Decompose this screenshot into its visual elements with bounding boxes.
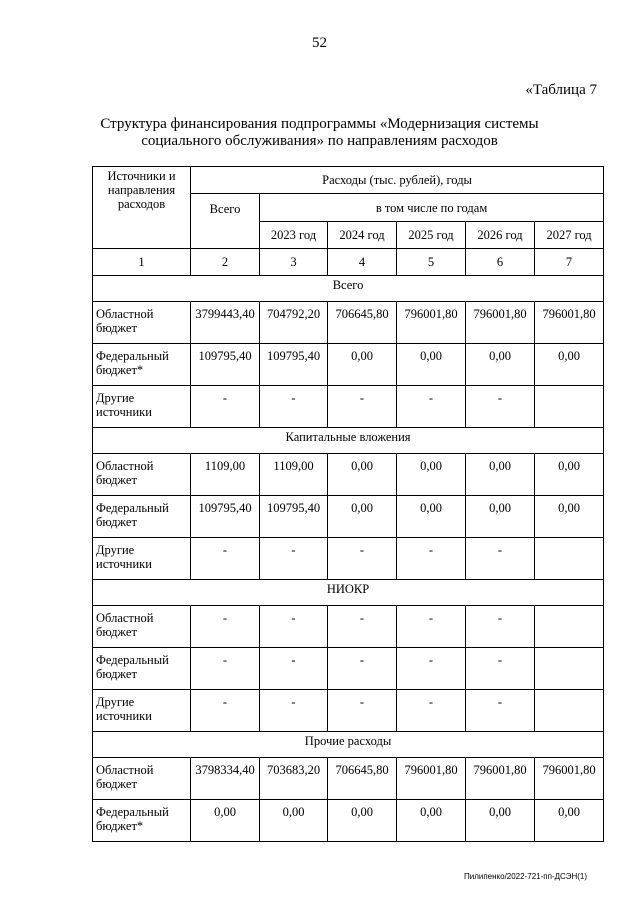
column-number: 6 <box>466 249 535 276</box>
header-year: 2023 год <box>260 222 328 249</box>
value-cell: - <box>191 648 260 690</box>
header-total: Всего <box>191 194 260 249</box>
document-footer: Пилипенко/2022-721-пп-ДСЭН(1) <box>463 872 587 881</box>
value-cell: - <box>466 386 535 428</box>
column-number: 4 <box>328 249 397 276</box>
value-cell: 109795,40 <box>191 344 260 386</box>
table-row <box>93 648 604 690</box>
value-cell: 703683,20 <box>260 758 328 800</box>
header-year: 2024 год <box>328 222 397 249</box>
value-cell: 0,00 <box>535 454 604 496</box>
value-cell: 109795,40 <box>260 344 328 386</box>
value-cell: - <box>328 386 397 428</box>
value-cell: - <box>397 648 466 690</box>
section-row <box>93 580 604 606</box>
section-title: Всего <box>93 276 604 302</box>
value-cell: 796001,80 <box>535 758 604 800</box>
value-cell: - <box>191 690 260 732</box>
table-header <box>93 167 604 276</box>
value-cell <box>535 690 604 732</box>
value-cell: - <box>260 386 328 428</box>
row-source: Федеральный бюджет* <box>93 344 191 386</box>
value-cell <box>535 538 604 580</box>
row-source: Федеральный бюджет <box>93 496 191 538</box>
row-source: Другие источники <box>93 386 191 428</box>
value-cell: - <box>397 386 466 428</box>
row-source: Областной бюджет <box>93 758 191 800</box>
table-row <box>93 496 604 538</box>
title-line-2: социального обслуживания» по направлениям расходов <box>141 133 498 149</box>
table-row <box>93 344 604 386</box>
column-number: 5 <box>397 249 466 276</box>
row-source: Другие источники <box>93 690 191 732</box>
value-cell: 796001,80 <box>466 302 535 344</box>
value-cell: 0,00 <box>397 344 466 386</box>
row-source: Федеральный бюджет <box>93 648 191 690</box>
value-cell: - <box>260 690 328 732</box>
value-cell: - <box>328 648 397 690</box>
header-by-years: в том числе по годам <box>260 194 604 222</box>
section-title: НИОКР <box>93 580 604 606</box>
table-row <box>93 302 604 344</box>
table-row <box>93 454 604 496</box>
header-year: 2026 год <box>466 222 535 249</box>
value-cell: - <box>466 648 535 690</box>
value-cell <box>535 606 604 648</box>
value-cell <box>535 648 604 690</box>
header-expenses: Расходы (тыс. рублей), годы <box>191 167 604 194</box>
value-cell: - <box>397 606 466 648</box>
title-line-1: Структура финансирования подпрограммы «Модернизация системы <box>100 116 539 132</box>
column-number: 1 <box>93 249 191 276</box>
value-cell: - <box>328 690 397 732</box>
value-cell: - <box>328 538 397 580</box>
value-cell: 0,00 <box>535 344 604 386</box>
value-cell: 0,00 <box>328 344 397 386</box>
value-cell: - <box>466 690 535 732</box>
header-year: 2027 год <box>535 222 604 249</box>
value-cell: 109795,40 <box>260 496 328 538</box>
row-source: Федеральный бюджет* <box>93 800 191 842</box>
value-cell: 0,00 <box>535 496 604 538</box>
value-cell: 0,00 <box>191 800 260 842</box>
document-title <box>0 116 639 150</box>
column-number: 2 <box>191 249 260 276</box>
value-cell: - <box>397 690 466 732</box>
value-cell: 0,00 <box>466 800 535 842</box>
section-row <box>93 428 604 454</box>
row-source: Областной бюджет <box>93 302 191 344</box>
value-cell: 0,00 <box>466 454 535 496</box>
table-row <box>93 690 604 732</box>
table-row <box>93 538 604 580</box>
financing-table <box>92 166 604 842</box>
section-title: Прочие расходы <box>93 732 604 758</box>
table-row <box>93 758 604 800</box>
value-cell: 0,00 <box>328 496 397 538</box>
value-cell: 0,00 <box>328 454 397 496</box>
header-sources: Источники и направления расходов <box>93 167 191 249</box>
section-title: Капитальные вложения <box>93 428 604 454</box>
value-cell: 0,00 <box>535 800 604 842</box>
section-row <box>93 732 604 758</box>
value-cell: 796001,80 <box>535 302 604 344</box>
value-cell: 796001,80 <box>397 758 466 800</box>
row-source: Областной бюджет <box>93 454 191 496</box>
table-body <box>93 276 604 842</box>
value-cell: - <box>466 538 535 580</box>
value-cell: 706645,80 <box>328 758 397 800</box>
header-year: 2025 год <box>397 222 466 249</box>
value-cell: - <box>260 538 328 580</box>
value-cell: 3799443,40 <box>191 302 260 344</box>
value-cell: 0,00 <box>328 800 397 842</box>
page-number: 52 <box>312 35 327 51</box>
value-cell: 0,00 <box>397 800 466 842</box>
value-cell: - <box>397 538 466 580</box>
section-row <box>93 276 604 302</box>
table-row <box>93 606 604 648</box>
value-cell: 704792,20 <box>260 302 328 344</box>
row-source: Другие источники <box>93 538 191 580</box>
value-cell: 796001,80 <box>466 758 535 800</box>
value-cell: - <box>191 606 260 648</box>
value-cell: - <box>328 606 397 648</box>
value-cell: 0,00 <box>397 496 466 538</box>
value-cell: 3798334,40 <box>191 758 260 800</box>
table-label: «Таблица 7 <box>525 82 597 98</box>
value-cell: 109795,40 <box>191 496 260 538</box>
value-cell: 796001,80 <box>397 302 466 344</box>
value-cell: 1109,00 <box>191 454 260 496</box>
value-cell: - <box>191 538 260 580</box>
value-cell: 0,00 <box>466 344 535 386</box>
column-number: 7 <box>535 249 604 276</box>
value-cell: 0,00 <box>260 800 328 842</box>
value-cell: 0,00 <box>397 454 466 496</box>
table-row <box>93 386 604 428</box>
value-cell: - <box>191 386 260 428</box>
table-row <box>93 800 604 842</box>
row-source: Областной бюджет <box>93 606 191 648</box>
value-cell: - <box>260 648 328 690</box>
value-cell: 1109,00 <box>260 454 328 496</box>
column-number: 3 <box>260 249 328 276</box>
value-cell: 0,00 <box>466 496 535 538</box>
value-cell: - <box>260 606 328 648</box>
value-cell: 706645,80 <box>328 302 397 344</box>
value-cell: - <box>466 606 535 648</box>
value-cell <box>535 386 604 428</box>
